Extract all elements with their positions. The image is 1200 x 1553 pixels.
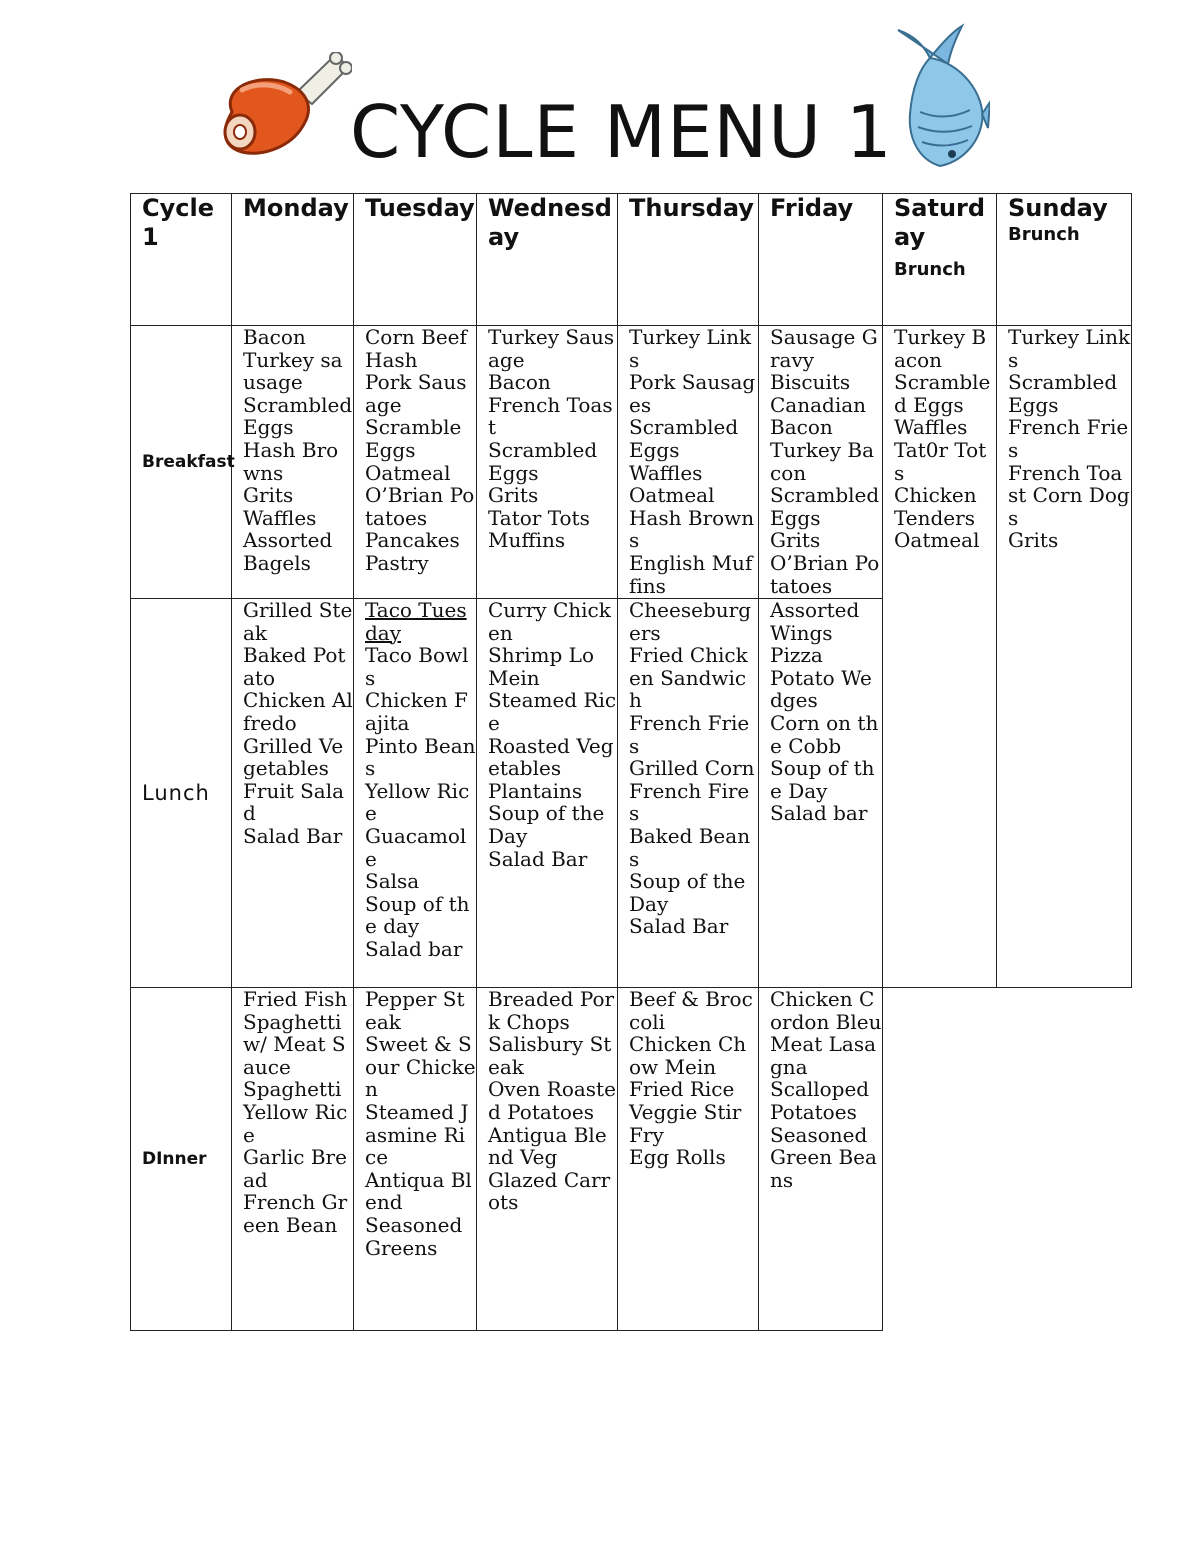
menu-item: Steamed Rice bbox=[488, 688, 617, 735]
menu-item: Hash Browns bbox=[243, 437, 339, 485]
menu-item: Soup of the Day bbox=[488, 801, 605, 848]
menu-item: Seasoned Green Beans bbox=[770, 1122, 877, 1192]
menu-item: Salad Bar bbox=[243, 823, 343, 848]
day-header-monday bbox=[232, 194, 354, 326]
menu-item: Fruit Salad bbox=[243, 778, 345, 826]
menu-cell-lunch-monday bbox=[232, 599, 354, 988]
menu-cell-lunch-friday bbox=[759, 599, 883, 988]
menu-item: Corn on the Cobb bbox=[770, 710, 879, 758]
menu-item: French Fires bbox=[629, 778, 750, 826]
day-header-tuesday bbox=[354, 194, 477, 326]
menu-item: Bacon bbox=[488, 370, 551, 395]
menu-item: Beef & Broccoli bbox=[629, 987, 753, 1034]
day-name: Thursday bbox=[629, 194, 754, 222]
menu-item: Antigua Blend Veg bbox=[488, 1122, 607, 1170]
menu-item: Salisbury Steak bbox=[488, 1032, 612, 1079]
menu-item: Scrambled Eggs bbox=[894, 370, 991, 417]
page-header bbox=[0, 0, 1200, 190]
menu-item: Pancakes bbox=[365, 528, 460, 553]
menu-item: Tator Tots bbox=[488, 505, 590, 530]
menu-item: Baked Potato bbox=[243, 643, 346, 690]
menu-cell-lunch-thursday bbox=[618, 599, 759, 988]
menu-item: Chicken Tenders bbox=[894, 483, 977, 530]
menu-item: Breaded Pork Chops bbox=[488, 987, 615, 1034]
menu-cell-dinner-friday bbox=[759, 988, 883, 1331]
menu-item: Garlic Bread bbox=[243, 1145, 347, 1192]
menu-cell-dinner-tuesday bbox=[354, 988, 477, 1331]
page-title: CYCLE MENU 1 bbox=[350, 90, 893, 174]
menu-item: Chicken Cordon Bleu bbox=[770, 987, 882, 1034]
menu-item: Bacon bbox=[243, 325, 306, 349]
menu-item: Waffles bbox=[243, 505, 317, 530]
menu-cell-breakfast-monday bbox=[232, 326, 354, 599]
menu-item-list bbox=[629, 599, 758, 938]
menu-item: French Toast bbox=[488, 392, 613, 440]
menu-item: Pork Sausages bbox=[629, 370, 756, 417]
menu-item: Guacamole bbox=[365, 823, 467, 871]
menu-item: Canadian Bacon bbox=[770, 392, 867, 440]
menu-item: Grilled Steak bbox=[243, 598, 353, 645]
menu-item: Scalloped Potatoes bbox=[770, 1077, 870, 1124]
meal-label-dinner: DInner bbox=[131, 988, 232, 1331]
menu-item: Turkey Links bbox=[1008, 325, 1131, 372]
menu-item: Turkey Sausage bbox=[488, 325, 615, 372]
menu-item: Egg Rolls bbox=[629, 1145, 726, 1170]
meal-label-breakfast: Breakfast bbox=[131, 326, 232, 599]
menu-item: Hash Browns bbox=[629, 505, 755, 553]
menu-item: Pinto Beans bbox=[365, 733, 476, 781]
menu-cell-breakfast-thursday bbox=[618, 326, 759, 599]
menu-item: Pizza bbox=[770, 643, 823, 668]
cycle-menu-table bbox=[130, 193, 1132, 1331]
menu-cell-breakfast-tuesday bbox=[354, 326, 477, 599]
menu-item-list bbox=[243, 599, 353, 848]
menu-item-list bbox=[629, 326, 758, 597]
menu-item: Waffles bbox=[629, 460, 703, 485]
menu-item: Salad Bar bbox=[488, 846, 588, 871]
menu-item-list bbox=[365, 326, 476, 575]
menu-item: Waffles bbox=[894, 415, 968, 440]
menu-item-list bbox=[488, 326, 617, 552]
menu-item: Sausage Gravy bbox=[770, 325, 878, 372]
menu-item: Chicken Fajita bbox=[365, 688, 468, 735]
menu-item: O’Brian Potatoes bbox=[770, 550, 880, 598]
menu-item: Grilled Corn bbox=[629, 756, 755, 781]
menu-item: Chicken Alfredo bbox=[243, 688, 353, 735]
day-name: Friday bbox=[770, 194, 854, 222]
menu-item: Scrambled Eggs bbox=[770, 483, 880, 530]
menu-item-list bbox=[894, 326, 996, 552]
menu-item-list bbox=[243, 326, 353, 575]
menu-item: Salsa bbox=[365, 869, 420, 894]
menu-item: Tat0r Tots bbox=[894, 437, 987, 485]
menu-item-list bbox=[1008, 326, 1131, 552]
menu-item: Oatmeal bbox=[894, 528, 980, 553]
menu-item: Oatmeal bbox=[365, 460, 451, 485]
menu-item: Salad bar bbox=[770, 801, 868, 826]
menu-item: Scrambled Eggs bbox=[488, 437, 598, 485]
header-row bbox=[131, 194, 1132, 326]
menu-item: Biscuits bbox=[770, 370, 851, 395]
menu-item: Veggie Stir Fry bbox=[629, 1099, 742, 1147]
day-name: Monday bbox=[243, 194, 349, 222]
menu-item: Turkey Links bbox=[629, 325, 752, 372]
menu-cell-breakfast-wednesday bbox=[477, 326, 618, 599]
menu-item: English Muffins bbox=[629, 550, 753, 598]
menu-item: French Fries bbox=[629, 710, 750, 758]
menu-item: Yellow Rice bbox=[243, 1099, 348, 1147]
menu-item: Fried Rice bbox=[629, 1077, 735, 1102]
menu-cell-dinner-wednesday bbox=[477, 988, 618, 1331]
menu-item: Corn Beef Hash bbox=[365, 325, 467, 372]
menu-item: French Green Bean bbox=[243, 1190, 348, 1237]
menu-item: Pastry bbox=[365, 550, 429, 575]
menu-item: Salad bar bbox=[365, 936, 463, 961]
menu-item: Cheeseburgers bbox=[629, 598, 752, 645]
menu-item: Spaghetti bbox=[243, 1077, 342, 1102]
brunch-label: Brunch bbox=[894, 259, 966, 280]
day-header-thursday bbox=[618, 194, 759, 326]
menu-item: Soup of the Day bbox=[629, 869, 746, 916]
menu-item: Plantains bbox=[488, 778, 583, 803]
menu-item: Turkey sausage bbox=[243, 347, 343, 395]
menu-item-list bbox=[770, 988, 882, 1191]
menu-item: French Fries bbox=[1008, 415, 1129, 462]
day-name: Wednesday bbox=[488, 194, 612, 251]
menu-item: Grilled Vegetables bbox=[243, 733, 344, 781]
day-name: Sunday bbox=[1008, 194, 1108, 222]
menu-item: Turkey Bacon bbox=[894, 325, 987, 372]
menu-item: Fried Chicken Sandwich bbox=[629, 643, 748, 713]
menu-item: Scramble Eggs bbox=[365, 415, 462, 462]
menu-item: Scrambled Eggs bbox=[243, 392, 353, 440]
menu-item-list bbox=[629, 988, 758, 1169]
menu-item-list bbox=[488, 988, 617, 1214]
menu-cell-dinner-monday bbox=[232, 988, 354, 1331]
brunch-label: Brunch bbox=[1008, 224, 1080, 245]
menu-item: Oven Roasted Potatoes bbox=[488, 1077, 616, 1124]
menu-item: Steamed Jasmine Rice bbox=[365, 1099, 469, 1170]
menu-item: Assorted Bagels bbox=[243, 528, 333, 575]
menu-item: Scrambled Eggs bbox=[629, 415, 739, 462]
dinner-row bbox=[131, 988, 1132, 1331]
menu-item: Grits bbox=[488, 483, 539, 508]
menu-item: Shrimp Lo Mein bbox=[488, 643, 594, 690]
menu-item: Soup of the day bbox=[365, 891, 470, 939]
menu-item-list bbox=[365, 988, 476, 1259]
day-header-saturday bbox=[883, 194, 997, 326]
menu-item: Soup of the Day bbox=[770, 756, 875, 803]
menu-item: Grits bbox=[243, 483, 294, 508]
menu-item-list bbox=[770, 326, 882, 597]
menu-cell-breakfast-saturday bbox=[883, 326, 997, 988]
menu-item: Muffins bbox=[488, 528, 566, 553]
menu-cell-breakfast-friday bbox=[759, 326, 883, 599]
menu-item: Potato Wedges bbox=[770, 665, 872, 713]
menu-item: Curry Chicken bbox=[488, 598, 611, 645]
menu-cell-dinner-thursday bbox=[618, 988, 759, 1331]
menu-item: Meat Lasagna bbox=[770, 1032, 877, 1079]
day-header-sunday bbox=[997, 194, 1132, 326]
menu-item-list bbox=[365, 599, 476, 961]
cycle-header-cell bbox=[131, 194, 232, 326]
menu-cell-lunch-wednesday bbox=[477, 599, 618, 988]
menu-item: Seasoned Greens bbox=[365, 1212, 463, 1260]
menu-item: Roasted Vegetables bbox=[488, 733, 614, 781]
menu-item: Baked Beans bbox=[629, 823, 751, 871]
day-name: Tuesday bbox=[365, 194, 475, 222]
fish-icon bbox=[890, 22, 990, 172]
menu-item: Taco Bowls bbox=[365, 643, 469, 690]
menu-item: Assorted Wings bbox=[770, 598, 860, 645]
day-name: Saturday bbox=[894, 194, 986, 251]
meal-label-lunch: Lunch bbox=[131, 599, 232, 988]
menu-item: Antiqua Blend bbox=[365, 1167, 472, 1215]
menu-item-list bbox=[243, 988, 353, 1237]
menu-item-list bbox=[770, 599, 882, 825]
menu-item: French Toast Corn Dogs bbox=[1008, 460, 1130, 530]
menu-cell-breakfast-sunday bbox=[997, 326, 1132, 988]
menu-item: O’Brian Potatoes bbox=[365, 483, 475, 530]
menu-item: Scrambled Eggs bbox=[1008, 370, 1118, 417]
day-header-wednesday bbox=[477, 194, 618, 326]
menu-item: Salad Bar bbox=[629, 914, 729, 939]
menu-item: Turkey Bacon bbox=[770, 437, 875, 485]
menu-item-list bbox=[488, 599, 617, 870]
menu-item: Grits bbox=[1008, 528, 1059, 553]
menu-item: Spaghetti w/ Meat Sauce bbox=[243, 1009, 346, 1079]
menu-item: Chicken Chow Mein bbox=[629, 1032, 747, 1079]
menu-item: Glazed Carrots bbox=[488, 1167, 611, 1215]
meat-drumstick-icon bbox=[212, 52, 352, 162]
menu-item: Pork Sausage bbox=[365, 370, 467, 417]
menu-item: Grits bbox=[770, 528, 821, 553]
menu-item: Yellow Rice bbox=[365, 778, 470, 826]
menu-item: Sweet & Sour Chicken bbox=[365, 1032, 476, 1102]
menu-cell-lunch-tuesday bbox=[354, 599, 477, 988]
menu-item: Fried Fish bbox=[243, 987, 348, 1011]
day-header-friday bbox=[759, 194, 883, 326]
menu-item: Taco Tuesday bbox=[365, 598, 467, 645]
breakfast-row bbox=[131, 326, 1132, 599]
menu-item: Pepper Steak bbox=[365, 987, 465, 1034]
cycle-label: Cycle 1 bbox=[142, 194, 214, 251]
menu-item: Oatmeal bbox=[629, 483, 715, 508]
